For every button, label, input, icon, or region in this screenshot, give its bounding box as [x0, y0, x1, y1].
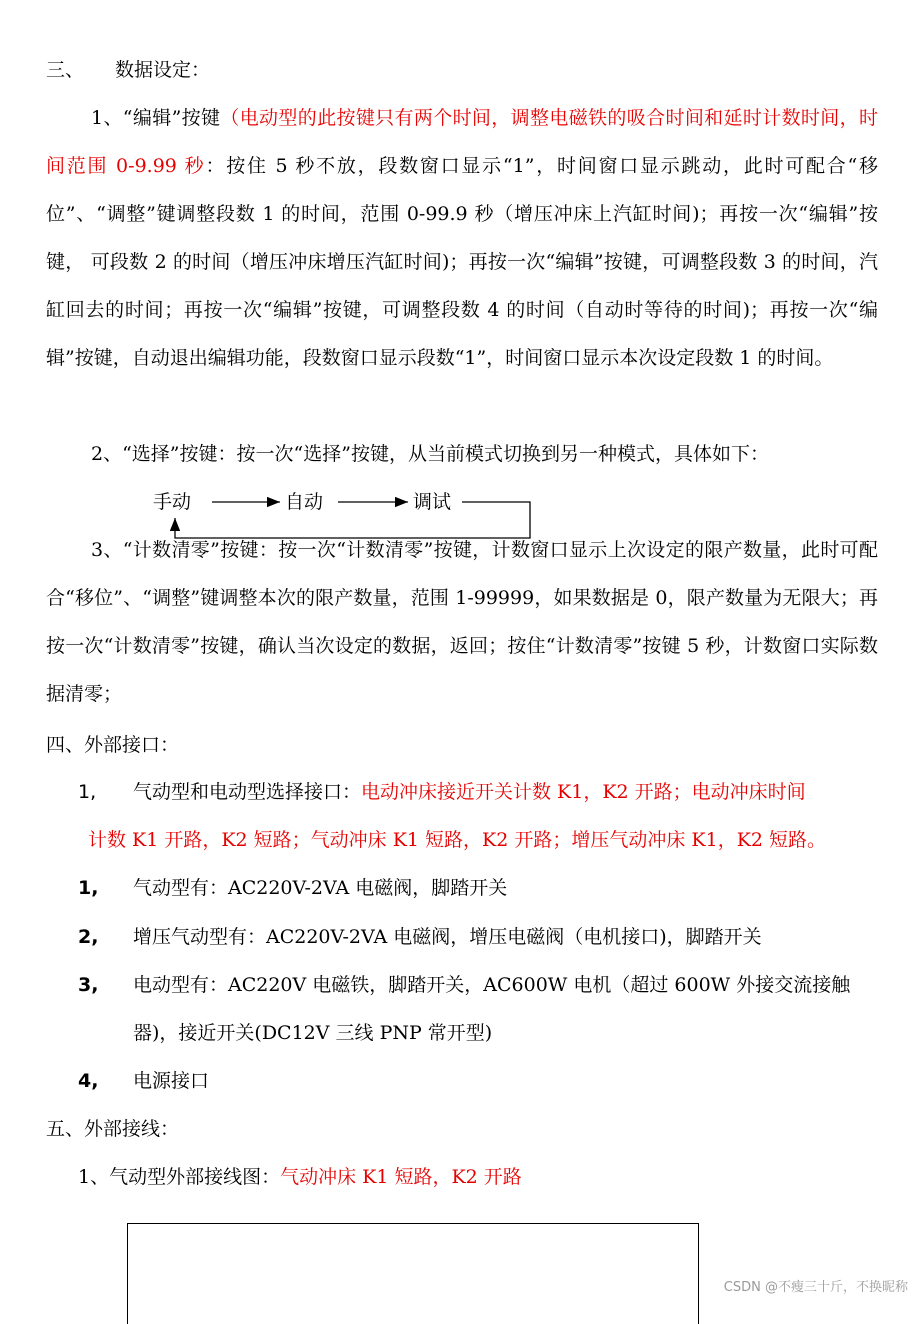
flow-manual: 手动 — [153, 491, 192, 513]
edit-key-description: ：按住 5 秒不放，段数窗口显示“1”，时间窗口显示跳动，此时可配合“移位”、“调整”键调整段数 1 的时间，范围 0-99.9 秒（增压冲床上汽缸时间)；再按一次“编辑”按键， 可段数 2 的时间（增压冲床增压汽缸时间)；再按一次“编辑”按键，可调整段数 3 的时间，汽缸回去的时间；再按一次“编辑”按键，可调整段数 4 的时间（自动时等待的时间)；再按一次“编辑”按键，自动退出编辑功能，段数窗口显示段数“1”，时间窗口显示本次设定段数 1 的时间。 — [46, 155, 878, 369]
section-4-title: 四、外部接口： — [46, 734, 180, 756]
edit-key-lead: 1、“编辑”按键 — [91, 107, 221, 129]
interface-item-1-line2: 计数 K1 开路，K2 短路；气动冲床 K1 短路，K2 开路；增压气动冲床 K1，K2 短路。 — [88, 829, 827, 851]
list-item-2-number: 2, — [78, 926, 99, 948]
interface-item-1-label: 气动型和电动型选择接口： — [133, 781, 362, 803]
flow-auto: 自动 — [285, 491, 324, 513]
section-5-title: 五、外部接线： — [46, 1118, 180, 1140]
section-3-number: 三、 — [46, 59, 85, 81]
section-3-title: 数据设定： — [115, 59, 211, 81]
edit-key-electric-note: （电动型的此按键只有两个时间，调整电磁铁的吸合时间和延时计数时间，时间范围 0-9.99 秒 — [46, 107, 878, 177]
list-item-3-text: 电动型有：AC220V 电磁铁，脚踏开关，AC600W 电机（超过 600W 外接交流接触 — [133, 974, 851, 996]
list-item-4-number: 4, — [78, 1070, 99, 1092]
list-item-4-text: 电源接口 — [133, 1070, 210, 1092]
list-item-2-text: 增压气动型有：AC220V-2VA 电磁阀，增压电磁阀（电机接口)，脚踏开关 — [133, 926, 762, 948]
wiring-1-note: 气动冲床 K1 短路，K2 开路 — [280, 1166, 522, 1188]
interface-item-1-line1 — [133, 780, 806, 804]
watermark: CSDN @不瘦三十斤，不换昵称 — [723, 1280, 908, 1295]
interface-item-1-number: 1, — [78, 781, 97, 803]
flow-debug: 调试 — [413, 491, 452, 513]
select-key-paragraph: 2、“选择”按键：按一次“选择”按键，从当前模式切换到另一种模式，具体如下： — [91, 443, 769, 465]
wiring-1-label: 1、气动型外部接线图： — [78, 1166, 281, 1188]
wiring-1-title — [78, 1165, 522, 1189]
wiring-diagram-frame — [127, 1223, 699, 1324]
list-item-1-number: 1, — [78, 877, 99, 899]
list-item-1-text: 气动型有：AC220V-2VA 电磁阀，脚踏开关 — [133, 877, 508, 899]
count-clear-paragraph: 3、“计数清零”按键：按一次“计数清零”按键，计数窗口显示上次设定的限产数量，此时可配合“移位”、“调整”键调整本次的限产数量，范围 1-99999，如果数据是 0，限产数量为无限大；再按一次“计数清零”按键，确认当次设定的数据，返回；按住“计数清零”按键 5 秒，计数窗口实际数据清零； — [46, 539, 878, 705]
list-item-3-text-cont: 器)，接近开关(DC12V 三线 PNP 常开型) — [133, 1022, 493, 1044]
interface-item-1-red1: 电动冲床接近开关计数 K1，K2 开路；电动冲床时间 — [361, 781, 806, 803]
list-item-3-number: 3, — [78, 974, 99, 996]
